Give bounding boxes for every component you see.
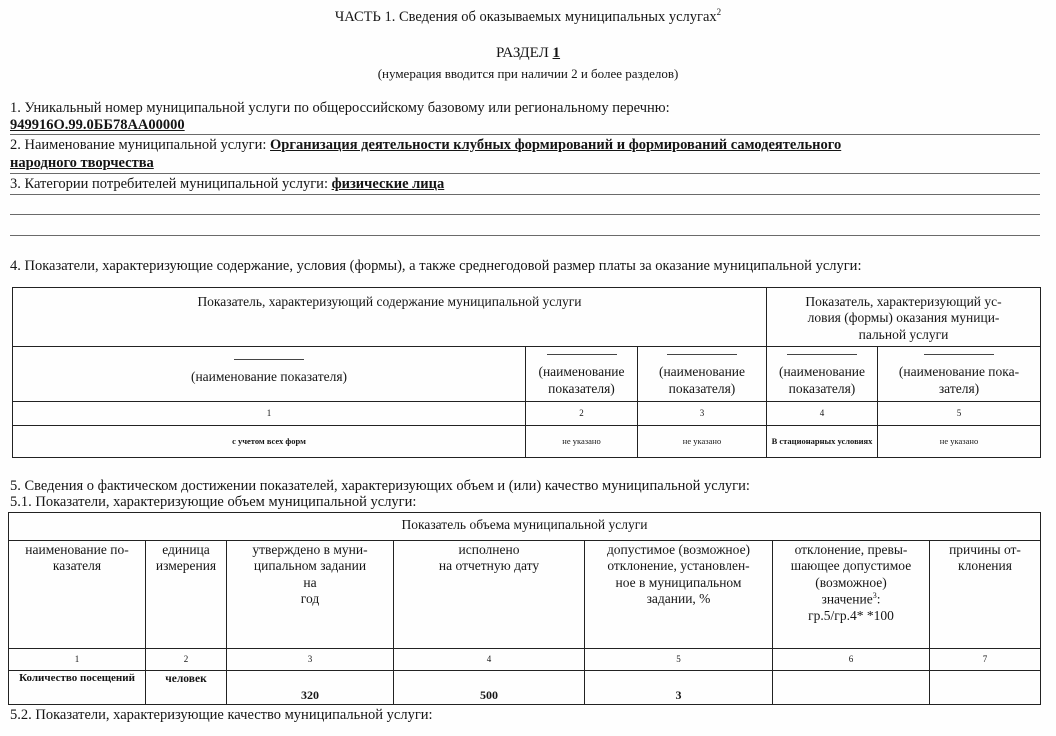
table2-cell-name: Количество посещений xyxy=(9,671,146,705)
table2-header: Показатель объема муниципальной услуги xyxy=(9,513,1041,541)
item5-1-label: 5.1. Показатели, характеризующие объем муниципальной услуги: xyxy=(10,494,417,510)
table2-col1-header: наименование по- казателя xyxy=(9,541,146,649)
item2-label: 2. Наименование муниципальной услуги: xyxy=(10,137,267,153)
item2-value-cont: народного творчества xyxy=(10,155,154,171)
table2-col2-header: единица измерения xyxy=(146,541,227,649)
volume-indicators-table xyxy=(8,512,1041,705)
item1-value: 949916О.99.0ББ78АА00000 xyxy=(10,117,185,133)
content-indicators-table xyxy=(12,287,1041,458)
table2-col-number: 3 xyxy=(227,649,394,671)
table1-col-number: 4 xyxy=(767,402,878,426)
table1-col-number: 2 xyxy=(526,402,638,426)
table1-subheader-1: (наименование показателя) xyxy=(13,347,526,402)
divider xyxy=(10,214,1040,215)
table2-col3-header: утверждено в муни- ципальном задании на год xyxy=(227,541,394,649)
table1-subheader-2: (наименование показателя) xyxy=(526,347,638,402)
table2-col-number: 6 xyxy=(773,649,930,671)
table2-cell-approved: 320 xyxy=(227,671,394,705)
item5-2-label: 5.2. Показатели, характеризующие качество муниципальной услуги: xyxy=(10,707,433,723)
table2-col7-header: причины от- клонения xyxy=(930,541,1041,649)
table2-col-number: 4 xyxy=(394,649,585,671)
table2-cell-reason xyxy=(930,671,1041,705)
table1-cell: не указано xyxy=(638,426,767,458)
part-title: ЧАСТЬ 1. Сведения об оказываемых муниципальных услугах$^2$ xyxy=(334,7,722,25)
section-heading: РАЗДЕЛ 1 xyxy=(495,45,561,61)
divider xyxy=(10,173,1040,174)
section-number: 1 xyxy=(552,45,561,61)
item4-label: 4. Показатели, характеризующие содержание, условия (формы), а также среднегодовой размер платы за оказание муниципальной услуги: xyxy=(10,258,862,274)
table1-subheader-4: (наименование показателя) xyxy=(767,347,878,402)
table1-col-number: 3 xyxy=(638,402,767,426)
table2-cell-allowed: 3 xyxy=(585,671,773,705)
table1-cell: не указано xyxy=(878,426,1041,458)
table1-subheader-5: (наименование пока- зателя) xyxy=(878,347,1041,402)
table2-cell-unit: человек xyxy=(146,671,227,705)
table1-cell: не указано xyxy=(526,426,638,458)
table2-col-number: 1 xyxy=(9,649,146,671)
table2-col-number: 5 xyxy=(585,649,773,671)
table1-header-conditions: Показатель, характеризующий ус- ловия (формы) оказания муници- пальной услуги xyxy=(767,288,1041,347)
item2-value: Организация деятельности клубных формирований и формирований самодеятельного xyxy=(270,137,842,153)
section-note: (нумерация вводится при наличии 2 и более разделов) xyxy=(377,66,679,81)
divider xyxy=(10,134,1040,135)
divider xyxy=(10,235,1040,236)
divider xyxy=(10,194,1040,195)
table1-header-content: Показатель, характеризующий содержание муниципальной услуги xyxy=(13,288,767,347)
table2-cell-done: 500 xyxy=(394,671,585,705)
table2-col4-header: исполнено на отчетную дату xyxy=(394,541,585,649)
item3-line xyxy=(10,176,444,193)
item1-label: 1. Уникальный номер муниципальной услуги по общероссийскому базовому или региональному перечню: xyxy=(10,100,670,116)
table1-cell: с учетом всех форм xyxy=(13,426,526,458)
table2-col-number: 2 xyxy=(146,649,227,671)
table2-col6-header: отклонение, превы- шающее допустимое (возможное) значение$^3$: гр.5/гр.4* *100 xyxy=(773,541,930,649)
table2-col5-header: допустимое (возможное) отклонение, установлен- ное в муниципальном задании, % xyxy=(585,541,773,649)
table1-col-number: 5 xyxy=(878,402,1041,426)
table1-col-number: 1 xyxy=(13,402,526,426)
table1-subheader-3: (наименование показателя) xyxy=(638,347,767,402)
item2-line xyxy=(10,137,841,154)
item5-label: 5. Сведения о фактическом достижении показателей, характеризующих объем и (или) качество муниципальной услуги: xyxy=(10,478,750,494)
table2-cell-deviation xyxy=(773,671,930,705)
item3-label: 3. Категории потребителей муниципальной услуги: xyxy=(10,176,328,192)
table1-cell: В стационарных условиях xyxy=(767,426,878,458)
table2-col-number: 7 xyxy=(930,649,1041,671)
item3-value: физические лица xyxy=(331,176,445,192)
